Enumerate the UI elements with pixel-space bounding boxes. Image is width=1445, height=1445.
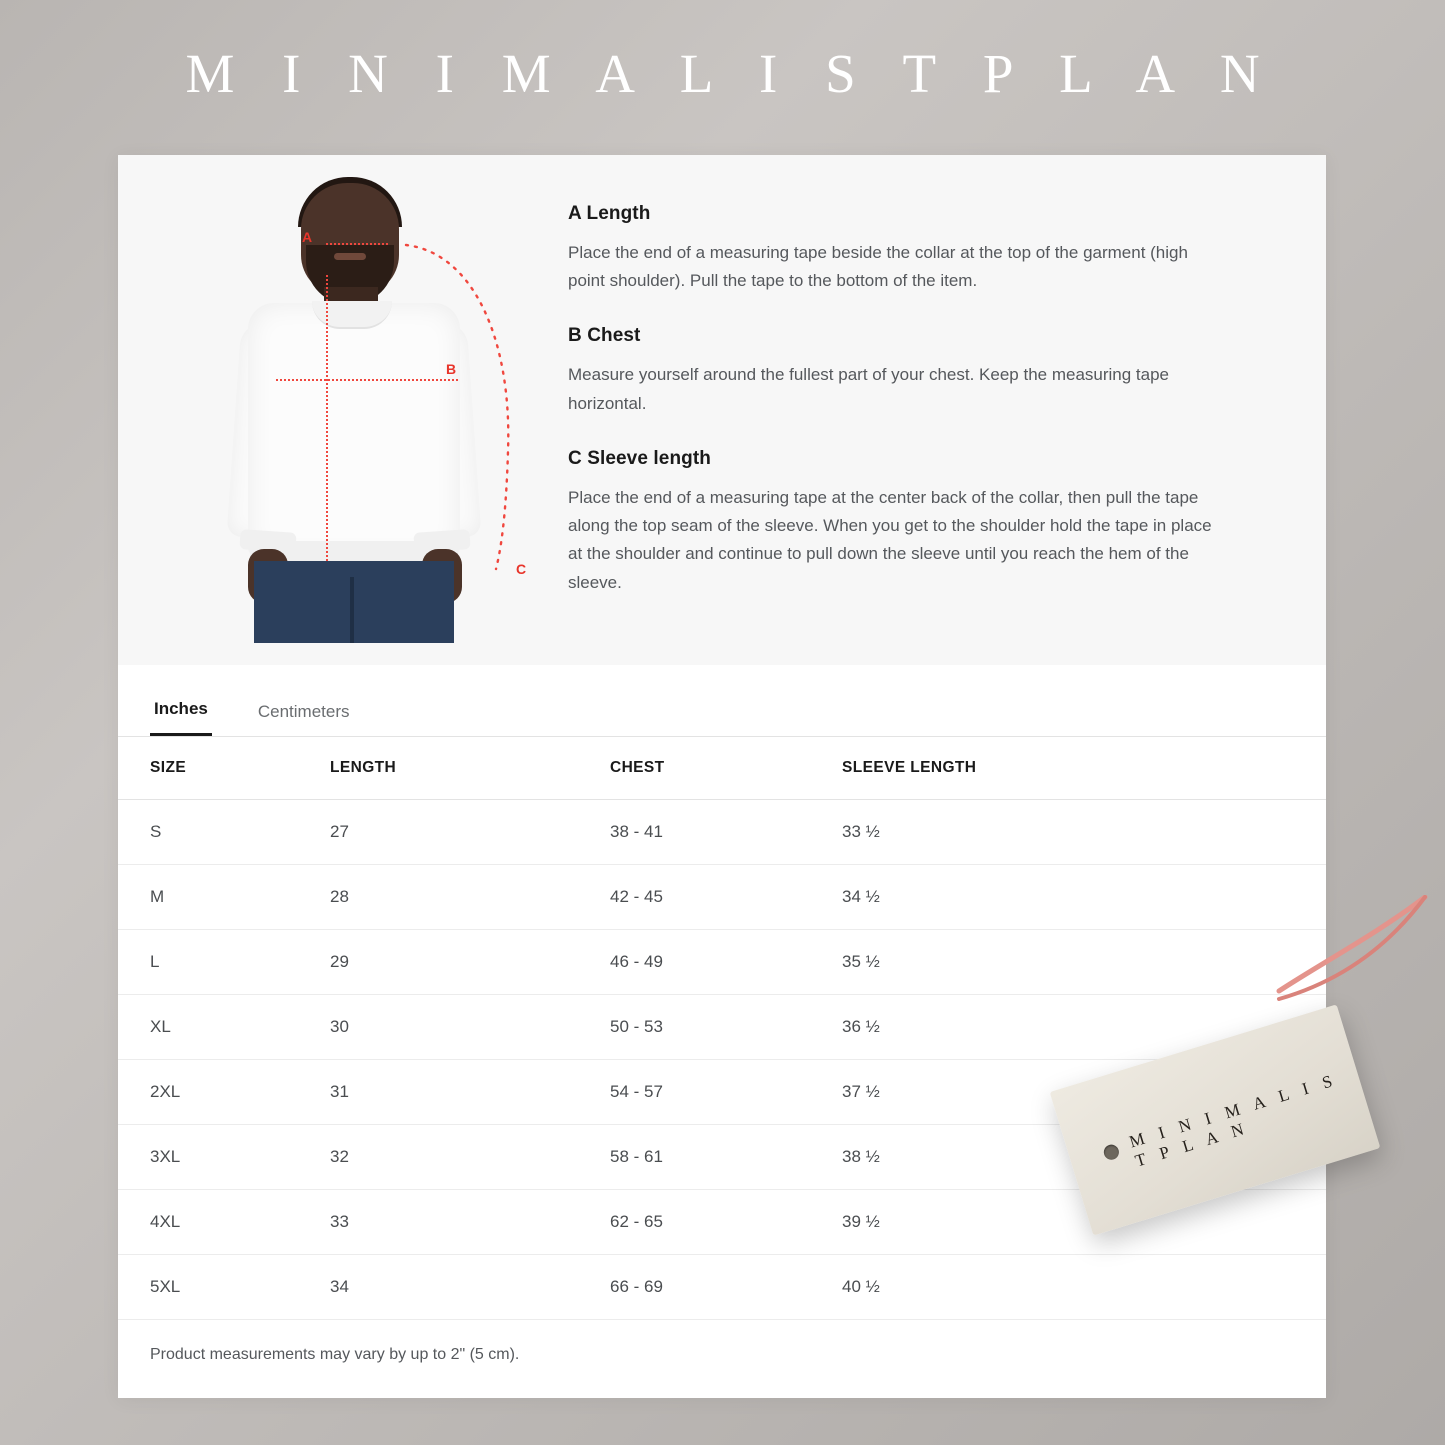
cell-sleeve-length: 34 ½ — [842, 865, 1326, 930]
tab-inches[interactable]: Inches — [150, 699, 212, 736]
measurement-disclaimer: Product measurements may vary by up to 2" (5 cm). — [150, 1346, 520, 1363]
shoulder-measure-line — [326, 243, 388, 245]
cell-chest: 42 - 45 — [610, 865, 842, 930]
table-row — [118, 995, 1326, 1060]
cell-size: M — [118, 865, 330, 930]
cell-sleeve-length: 38 ½ — [842, 1125, 1326, 1190]
table-row — [118, 1125, 1326, 1190]
tag-brand-text: M I N I M A L I S T P L A N — [1127, 1069, 1340, 1171]
cell-length: 32 — [330, 1125, 610, 1190]
cell-length: 31 — [330, 1060, 610, 1125]
table-header-row — [118, 737, 1326, 800]
cell-size: L — [118, 930, 330, 995]
cell-size: XL — [118, 995, 330, 1060]
label-a: A — [302, 229, 313, 245]
length-measure-line — [326, 275, 328, 561]
measurement-title-c: C Sleeve length — [568, 447, 711, 469]
measurement-body-c: Place the end of a measuring tape at the center back of the collar, then pull the tape along the top seam of the sleeve. When you get to the shoulder hold the tape in place at the shoulder and continue to pull down the sleeve until you reach the hem of the sleeve. — [568, 487, 1212, 592]
table-row — [118, 1255, 1326, 1320]
cell-chest: 54 - 57 — [610, 1060, 842, 1125]
chest-measure-line — [276, 379, 458, 381]
table-row — [118, 800, 1326, 865]
cell-sleeve-length: 35 ½ — [842, 930, 1326, 995]
measurement-body-a: Place the end of a measuring tape beside the collar at the top of the garment (high point shoulder). Pull the tape to the bottom of the item. — [568, 243, 1188, 291]
cell-size: 2XL — [118, 1060, 330, 1125]
garment-diagram — [118, 155, 568, 665]
model-illustration — [226, 183, 527, 643]
measurement-instructions — [568, 155, 1326, 665]
cell-chest: 66 - 69 — [610, 1255, 842, 1320]
cell-sleeve-length: 40 ½ — [842, 1255, 1326, 1320]
cell-length: 27 — [330, 800, 610, 865]
cell-size: 5XL — [118, 1255, 330, 1320]
column-header-length: LENGTH — [330, 737, 610, 800]
cell-length: 30 — [330, 995, 610, 1060]
size-guide-card — [118, 155, 1326, 1398]
table-row — [118, 1060, 1326, 1125]
page-title: M I N I M A L I S T P L A N — [185, 43, 1277, 104]
measurement-title-a: A Length — [568, 203, 651, 224]
label-b: B — [446, 361, 457, 377]
column-header-chest: CHEST — [610, 737, 842, 800]
cell-chest: 58 - 61 — [610, 1125, 842, 1190]
label-c: C — [516, 561, 527, 577]
column-header-size: SIZE — [118, 737, 330, 800]
cell-sleeve-length: 39 ½ — [842, 1190, 1326, 1255]
cell-length: 29 — [330, 930, 610, 995]
unit-tabs — [118, 665, 1326, 737]
measurement-body-b: Measure yourself around the fullest part of your chest. Keep the measuring tape horizontal. — [568, 365, 1170, 413]
column-header-sleeve-length: SLEEVE LENGTH — [842, 737, 1326, 800]
table-body — [118, 800, 1326, 1320]
table-row — [118, 865, 1326, 930]
model-jeans — [254, 561, 454, 643]
table-row — [118, 1190, 1326, 1255]
cell-sleeve-length: 36 ½ — [842, 995, 1326, 1060]
cell-chest: 50 - 53 — [610, 995, 842, 1060]
tab-centimeters[interactable]: Centimeters — [257, 702, 350, 721]
model-lip — [334, 253, 366, 260]
cell-chest: 46 - 49 — [610, 930, 842, 995]
table-row — [118, 930, 1326, 995]
cell-size: S — [118, 800, 330, 865]
cell-length: 34 — [330, 1255, 610, 1320]
cell-sleeve-length: 33 ½ — [842, 800, 1326, 865]
cell-size: 3XL — [118, 1125, 330, 1190]
cell-chest: 62 - 65 — [610, 1190, 842, 1255]
cell-size: 4XL — [118, 1190, 330, 1255]
cell-length: 28 — [330, 865, 610, 930]
cell-chest: 38 - 41 — [610, 800, 842, 865]
measurement-info-section — [118, 155, 1326, 665]
size-table — [118, 737, 1326, 1320]
sweatshirt-body — [248, 303, 460, 559]
measurement-title-b: B Chest — [568, 325, 641, 347]
cell-sleeve-length: 37 ½ — [842, 1060, 1326, 1125]
cell-length: 33 — [330, 1190, 610, 1255]
